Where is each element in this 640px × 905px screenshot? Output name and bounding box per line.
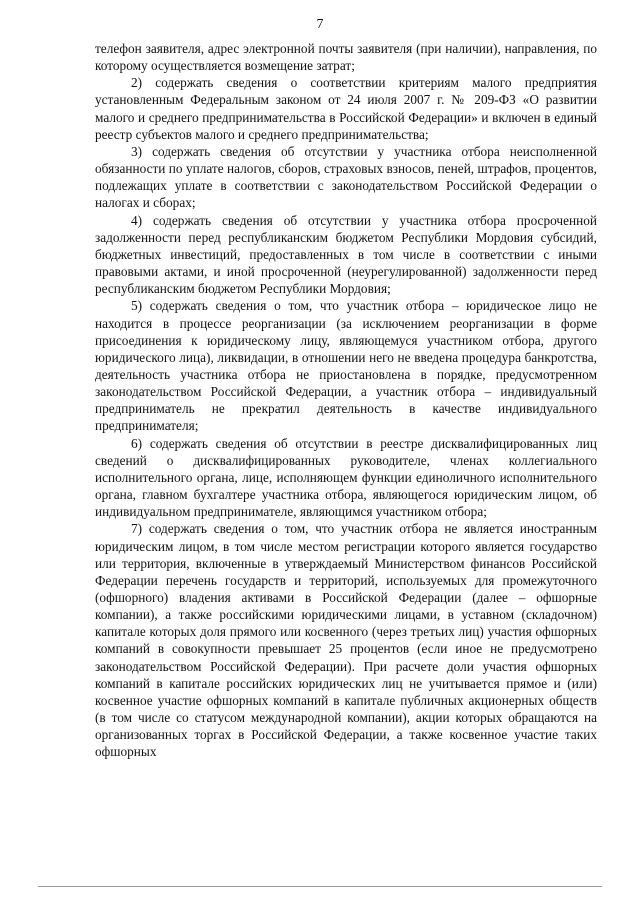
paragraph-item-2: 2) содержать сведения о соответствии критериям малого предприятия установленным Федеральным законом от 24 июля 2007 г. № 209-ФЗ «О развитии малого и среднего предпринимательства в Российской Федерации» и включен в единый реестр субъектов малого и среднего предпринимательства; bbox=[95, 75, 597, 142]
page-number: 7 bbox=[316, 17, 324, 32]
paragraph-continuation: телефон заявителя, адрес электронной почты заявителя (при наличии), направления, по которому осуществляется возмещение затрат; bbox=[95, 41, 597, 74]
paragraph-item-3: 3) содержать сведения об отсутствии у участника отбора неисполненной обязанности по уплате налогов, сборов, страховых взносов, пеней, штрафов, процентов, подлежащих уплате в соответствии с законодательством Российской Федерации о налогах и сборах; bbox=[95, 143, 597, 211]
paragraph-item-4: 4) содержать сведения об отсутствии у участника отбора просроченной задолженности перед республиканским бюджетом Республики Мордовия субсидий, бюджетных инвестиций, предоставленных в том числе в соответствии с иными правовыми актами, и иной просроченной (неурегулированной) задолженности перед республиканским бюджетом Республики Мордовия; bbox=[95, 212, 597, 297]
paragraph-item-7: 7) содержать сведения о том, что участник отбора не является иностранным юридическим лицом, в том числе местом регистрации которого является государство или территория, включенные в утверждаемый Министерством финансов Российской Федерации перечень государств и территорий, используемых для промежуточного (офшорного) владения активами в Российской Федерации (далее – офшорные компании), а также российскими юридическими лицами, в уставном (складочном) капитале которых доля прямого или косвенного (через третьих лиц) участия офшорных компаний в совокупности превышает 25 процентов (если иное не предусмотрено законодательством Российской Федерации). При расчете доли участия офшорных компаний в капитале российских юридических лиц не учитывается прямое и (или) косвенное участие офшорных компаний в капитале публичных акционерных обществ (в том числе со статусом международной компании), акции которых обращаются на организованных торгах в Российской Федерации, а также косвенное участие таких офшорных bbox=[95, 521, 597, 760]
paragraph-item-6: 6) содержать сведения об отсутствии в реестре дисквалифицированных лиц сведений о дисквалифицированных руководителе, членах коллегиального исполнительного органа, лице, исполняющем функции единоличного исполнительного органа, главном бухгалтере участника отбора, являющегося юридическим лицом, об индивидуальном предпринимателе, являющимся участником отбора; bbox=[95, 435, 597, 520]
paragraph-item-5: 5) содержать сведения о том, что участник отбора – юридическое лицо не находится в процессе реорганизации (за исключением реорганизации в форме присоединения к юридическому лицу, являющемуся участником отбора, другого юридического лица), ликвидации, в отношении него не введена процедура банкротства, деятельность участника отбора не приостановлена в порядке, предусмотренном законодательством Российской Федерации, а участник отбора – индивидуальный предприниматель не прекратил деятельность в качестве индивидуального предпринимателя; bbox=[95, 298, 597, 434]
scan-bottom-rule bbox=[38, 886, 602, 887]
document-body bbox=[95, 40, 597, 761]
